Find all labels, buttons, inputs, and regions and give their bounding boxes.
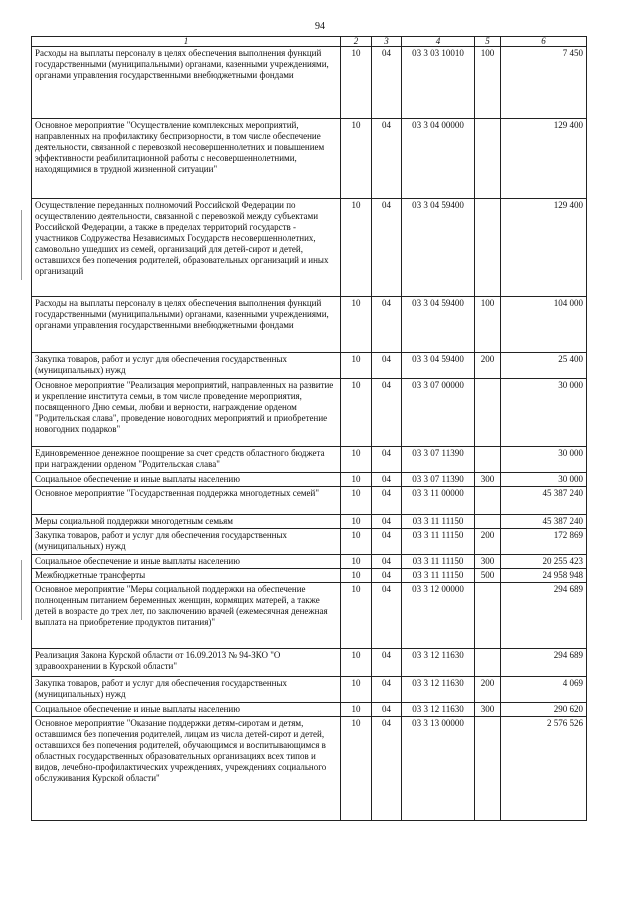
row-section: 10 bbox=[341, 583, 372, 649]
row-expense-type bbox=[475, 447, 501, 473]
row-expense-type: 500 bbox=[475, 569, 501, 583]
table-row bbox=[32, 473, 587, 487]
row-target-code: 03 3 07 00000 bbox=[402, 379, 475, 447]
table-row bbox=[32, 529, 587, 555]
row-name: Закупка товаров, работ и услуг для обеспечения государственных (муниципальных) нужд bbox=[32, 677, 341, 703]
row-amount: 20 255 423 bbox=[501, 555, 587, 569]
row-name: Реализация Закона Курской области от 16.09.2013 № 94-ЗКО "О здравоохранении в Курской области" bbox=[32, 649, 341, 677]
row-expense-type: 300 bbox=[475, 473, 501, 487]
table-row bbox=[32, 717, 587, 821]
col-header-rz: 2 bbox=[341, 37, 372, 47]
row-name: Расходы на выплаты персоналу в целях обеспечения выполнения функций государственными (муниципальными) органами, казенными учреждениями, органами управления государственными внебюджетными фондами bbox=[32, 297, 341, 353]
row-name: Социальное обеспечение и иные выплаты населению bbox=[32, 473, 341, 487]
table-row bbox=[32, 379, 587, 447]
col-header-pr: 3 bbox=[372, 37, 402, 47]
row-target-code: 03 3 11 11150 bbox=[402, 555, 475, 569]
row-amount: 25 400 bbox=[501, 353, 587, 379]
row-section: 10 bbox=[341, 529, 372, 555]
row-subsection: 04 bbox=[372, 649, 402, 677]
row-target-code: 03 3 04 59400 bbox=[402, 297, 475, 353]
table-row bbox=[32, 583, 587, 649]
row-subsection: 04 bbox=[372, 717, 402, 821]
row-amount: 45 387 240 bbox=[501, 515, 587, 529]
page-number: 94 bbox=[315, 21, 325, 32]
row-expense-type: 300 bbox=[475, 703, 501, 717]
table-row bbox=[32, 703, 587, 717]
row-target-code: 03 3 03 10010 bbox=[402, 47, 475, 119]
row-expense-type: 100 bbox=[475, 47, 501, 119]
row-amount: 104 000 bbox=[501, 297, 587, 353]
row-name: Социальное обеспечение и иные выплаты населению bbox=[32, 703, 341, 717]
row-name: Основное мероприятие "Оказание поддержки детям-сиротам и детям, оставшимся без попечения родителей, лицам из числа детей-сирот и детей, оставшихся без попечения родителей, обучающимся и воспитывающимся в областных государственных образовательных организациях всех типов и видов, лечебно-профилактических учреждениях, учреждениях социального обслуживания Курской области" bbox=[32, 717, 341, 821]
row-expense-type: 200 bbox=[475, 353, 501, 379]
row-amount: 45 387 240 bbox=[501, 487, 587, 515]
table-row bbox=[32, 353, 587, 379]
row-expense-type bbox=[475, 649, 501, 677]
row-subsection: 04 bbox=[372, 447, 402, 473]
row-section: 10 bbox=[341, 515, 372, 529]
row-amount: 129 400 bbox=[501, 199, 587, 297]
row-section: 10 bbox=[341, 47, 372, 119]
row-expense-type bbox=[475, 717, 501, 821]
row-amount: 294 689 bbox=[501, 583, 587, 649]
row-subsection: 04 bbox=[372, 297, 402, 353]
row-target-code: 03 3 04 59400 bbox=[402, 199, 475, 297]
row-expense-type: 200 bbox=[475, 677, 501, 703]
row-subsection: 04 bbox=[372, 703, 402, 717]
row-name: Основное мероприятие "Осуществление комплексных мероприятий, направленных на профилактику беспризорности, в том числе обеспечение деятельности, связанной с перевозкой несовершеннолетних и повышением эффективности реабилитационной работы с несовершеннолетними, находящимися в трудной жизненной ситуации" bbox=[32, 119, 341, 199]
row-target-code: 03 3 11 00000 bbox=[402, 487, 475, 515]
table-row bbox=[32, 487, 587, 515]
row-amount: 290 620 bbox=[501, 703, 587, 717]
row-subsection: 04 bbox=[372, 47, 402, 119]
row-amount: 129 400 bbox=[501, 119, 587, 199]
row-expense-type: 200 bbox=[475, 529, 501, 555]
row-subsection: 04 bbox=[372, 119, 402, 199]
col-header-name: 1 bbox=[32, 37, 341, 47]
row-target-code: 03 3 12 11630 bbox=[402, 649, 475, 677]
row-name: Меры социальной поддержки многодетным семьям bbox=[32, 515, 341, 529]
row-subsection: 04 bbox=[372, 515, 402, 529]
row-subsection: 04 bbox=[372, 569, 402, 583]
row-subsection: 04 bbox=[372, 473, 402, 487]
row-section: 10 bbox=[341, 703, 372, 717]
row-expense-type: 100 bbox=[475, 297, 501, 353]
row-section: 10 bbox=[341, 569, 372, 583]
row-section: 10 bbox=[341, 473, 372, 487]
row-subsection: 04 bbox=[372, 379, 402, 447]
row-amount: 7 450 bbox=[501, 47, 587, 119]
table-row bbox=[32, 199, 587, 297]
row-section: 10 bbox=[341, 717, 372, 821]
table-row bbox=[32, 515, 587, 529]
row-target-code: 03 3 12 11630 bbox=[402, 703, 475, 717]
row-name: Основное мероприятие "Реализация мероприятий, направленных на развитие и укрепление института семьи, в том числе проведение мероприятия, посвященного Дню семьи, любви и верности, награждение орденом "Родительская слава", проведение новогодних мероприятий и приобретение новогодних подарков" bbox=[32, 379, 341, 447]
column-number-row bbox=[32, 37, 587, 47]
table-row bbox=[32, 569, 587, 583]
row-subsection: 04 bbox=[372, 487, 402, 515]
row-section: 10 bbox=[341, 555, 372, 569]
row-name: Основное мероприятие "Государственная поддержка многодетных семей" bbox=[32, 487, 341, 515]
row-section: 10 bbox=[341, 447, 372, 473]
row-target-code: 03 3 13 00000 bbox=[402, 717, 475, 821]
row-name: Закупка товаров, работ и услуг для обеспечения государственных (муниципальных) нужд bbox=[32, 529, 341, 555]
row-target-code: 03 3 11 11150 bbox=[402, 569, 475, 583]
row-target-code: 03 3 12 00000 bbox=[402, 583, 475, 649]
row-name: Осуществление переданных полномочий Российской Федерации по осуществлению деятельности, связанной с перевозкой между субъектами Российской Федерации, а также в пределах территорий государств - участников Содружества Независимых Государств несовершеннолетних, самовольно ушедших из семей, организаций для детей-сирот и детей, оставшихся без попечения родителей, образовательных организаций и иных организаций bbox=[32, 199, 341, 297]
row-target-code: 03 3 12 11630 bbox=[402, 677, 475, 703]
row-subsection: 04 bbox=[372, 677, 402, 703]
row-amount: 172 869 bbox=[501, 529, 587, 555]
row-amount: 4 069 bbox=[501, 677, 587, 703]
row-amount: 30 000 bbox=[501, 379, 587, 447]
row-expense-type bbox=[475, 487, 501, 515]
table-row bbox=[32, 649, 587, 677]
row-expense-type bbox=[475, 583, 501, 649]
row-subsection: 04 bbox=[372, 529, 402, 555]
table-row bbox=[32, 447, 587, 473]
row-target-code: 03 3 11 11150 bbox=[402, 529, 475, 555]
row-amount: 30 000 bbox=[501, 447, 587, 473]
table-row bbox=[32, 677, 587, 703]
table-row bbox=[32, 555, 587, 569]
row-target-code: 03 3 07 11390 bbox=[402, 447, 475, 473]
scan-edge-line bbox=[21, 560, 22, 620]
row-amount: 2 576 526 bbox=[501, 717, 587, 821]
row-name: Закупка товаров, работ и услуг для обеспечения государственных (муниципальных) нужд bbox=[32, 353, 341, 379]
row-name: Расходы на выплаты персоналу в целях обеспечения выполнения функций государственными (муниципальными) органами, казенными учреждениями, органами управления государственными внебюджетными фондами bbox=[32, 47, 341, 119]
row-section: 10 bbox=[341, 199, 372, 297]
row-expense-type bbox=[475, 199, 501, 297]
scan-edge-line bbox=[21, 210, 22, 280]
row-section: 10 bbox=[341, 379, 372, 447]
col-header-vr: 5 bbox=[475, 37, 501, 47]
row-section: 10 bbox=[341, 649, 372, 677]
row-section: 10 bbox=[341, 353, 372, 379]
row-subsection: 04 bbox=[372, 199, 402, 297]
row-name: Межбюджетные трансферты bbox=[32, 569, 341, 583]
row-target-code: 03 3 04 00000 bbox=[402, 119, 475, 199]
table-row bbox=[32, 47, 587, 119]
row-section: 10 bbox=[341, 297, 372, 353]
row-subsection: 04 bbox=[372, 353, 402, 379]
table-row bbox=[32, 119, 587, 199]
row-subsection: 04 bbox=[372, 555, 402, 569]
row-section: 10 bbox=[341, 119, 372, 199]
row-name: Социальное обеспечение и иные выплаты населению bbox=[32, 555, 341, 569]
row-target-code: 03 3 04 59400 bbox=[402, 353, 475, 379]
row-expense-type: 300 bbox=[475, 555, 501, 569]
row-expense-type bbox=[475, 379, 501, 447]
row-expense-type bbox=[475, 119, 501, 199]
col-header-sum: 6 bbox=[501, 37, 587, 47]
row-section: 10 bbox=[341, 677, 372, 703]
row-name: Основное мероприятие "Меры социальной поддержки на обеспечение полноценным питанием беременных женщин, кормящих матерей, а также детей в возрасте до трех лет, по заключению врачей (ежемесячная денежная выплата на приобретение продуктов питания)" bbox=[32, 583, 341, 649]
row-expense-type bbox=[475, 515, 501, 529]
row-amount: 294 689 bbox=[501, 649, 587, 677]
budget-table bbox=[31, 36, 587, 821]
row-target-code: 03 3 07 11390 bbox=[402, 473, 475, 487]
row-subsection: 04 bbox=[372, 583, 402, 649]
row-amount: 24 958 948 bbox=[501, 569, 587, 583]
row-target-code: 03 3 11 11150 bbox=[402, 515, 475, 529]
row-name: Единовременное денежное поощрение за счет средств областного бюджета при награждении орденом "Родительская слава" bbox=[32, 447, 341, 473]
row-section: 10 bbox=[341, 487, 372, 515]
table-row bbox=[32, 297, 587, 353]
row-amount: 30 000 bbox=[501, 473, 587, 487]
col-header-csr: 4 bbox=[402, 37, 475, 47]
